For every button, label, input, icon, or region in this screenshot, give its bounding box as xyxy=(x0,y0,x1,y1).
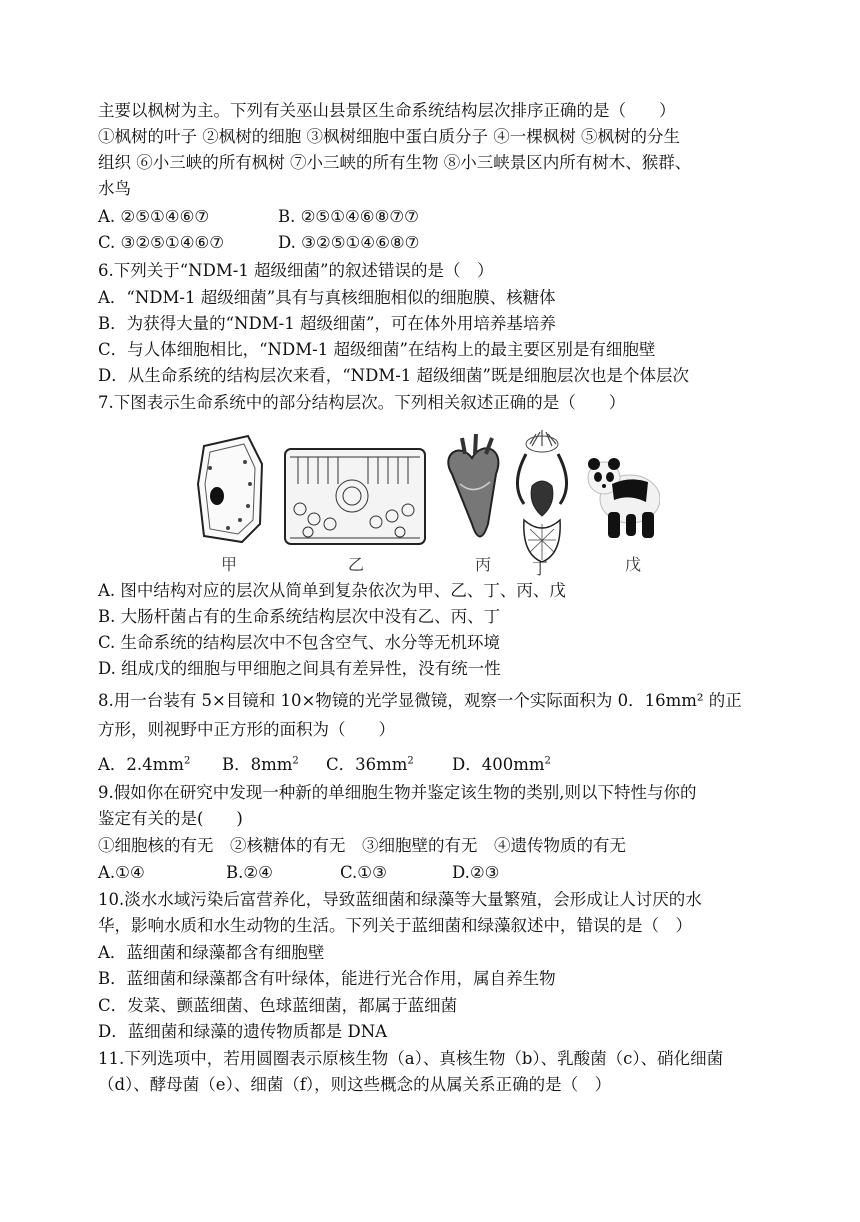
leaf-tissue-illustration xyxy=(285,449,425,544)
q9-option-d[interactable]: D.②③ xyxy=(452,863,500,882)
heart-illustration xyxy=(448,434,498,537)
q6-stem: 6.下列关于“NDM-1 超级细菌”的叙述错误的是（ ） xyxy=(98,261,494,280)
q10-option-a[interactable]: A．蓝细菌和绿藻都含有细胞壁 xyxy=(98,943,325,962)
q7-option-b[interactable]: B. 大肠杆菌占有的生命系统结构层次中没有乙、丙、丁 xyxy=(98,607,501,626)
q8-option-b[interactable]: B．$8mm^2$ xyxy=(222,755,299,774)
q10-option-d[interactable]: D．蓝细菌和绿藻的遗传物质都是 DNA xyxy=(98,1022,388,1041)
q7-option-c[interactable]: C. 生命系统的结构层次中不包含空气、水分等无机环境 xyxy=(98,633,501,652)
q5-items-line1: ①枫树的叶子 ②枫树的细胞 ③枫树细胞中蛋白质分子 ④一棵枫树 ⑤枫树的分生 xyxy=(98,127,680,146)
q8-stem-line1: 8.用一台装有 5×目镜和 10×物镜的光学显微镜，观察一个实际面积为 0．16mm² 的正 xyxy=(98,691,742,710)
q7-figure-drawing xyxy=(190,424,660,579)
q11-stem-line2: （d）、酵母菌（e）、细菌（f），则这些概念的从属关系正确的是（ ） xyxy=(98,1075,612,1094)
figure-label-wu: 戊 xyxy=(625,555,642,574)
q8-options xyxy=(98,754,551,776)
plant-cell-illustration xyxy=(198,436,262,542)
q7-figure xyxy=(190,424,660,579)
q7-option-d[interactable]: D. 组成戊的细胞与甲细胞之间具有差异性，没有统一性 xyxy=(98,659,501,678)
q5-items-line3: 水鸟 xyxy=(98,179,131,198)
q6-option-b[interactable]: B．为获得大量的“NDM-1 超级细菌”，可在体外用培养基培养 xyxy=(98,314,556,333)
q6-option-c[interactable]: C．与人体细胞相比，“NDM-1 超级细菌”在结构上的最主要区别是有细胞壁 xyxy=(98,340,656,359)
q8-stem-line2: 方形，则视野中正方形的面积为（ ） xyxy=(98,720,395,739)
figure-label-yi: 乙 xyxy=(348,555,365,574)
q7-stem: 7.下图表示生命系统中的部分结构层次。下列相关叙述正确的是（ ） xyxy=(98,393,626,412)
q9-stem-line2: 鉴定有关的是( ) xyxy=(98,809,243,828)
panda-illustration xyxy=(588,458,660,538)
q9-stem-line1: 9.假如你在研究中发现一种新的单细胞生物并鉴定该生物的类别,则以下特性与你的 xyxy=(98,783,697,802)
figure-label-bing: 丙 xyxy=(475,555,492,574)
q9-option-c[interactable]: C.①③ xyxy=(340,863,387,882)
figure-label-ding: 丁 xyxy=(532,559,549,578)
q5-option-d[interactable]: D. ③②⑤①④⑥⑧⑦ xyxy=(278,233,420,252)
q5-stem: 主要以枫树为主。下列有关巫山县景区生命系统结构层次排序正确的是（ ） xyxy=(98,101,676,120)
q5-option-a[interactable]: A. ②⑤①④⑥⑦ xyxy=(98,207,210,226)
circulatory-system-illustration xyxy=(517,430,566,562)
q5-option-b[interactable]: B. ②⑤①④⑥⑧⑦⑦ xyxy=(278,207,419,226)
q10-option-c[interactable]: C．发菜、颤蓝细菌、色球蓝细菌，都属于蓝细菌 xyxy=(98,996,458,1015)
q6-option-d[interactable]: D．从生命系统的结构层次来看，“NDM-1 超级细菌”既是细胞层次也是个体层次 xyxy=(98,366,689,385)
q11-stem-line1: 11.下列选项中，若用圆圈表示原核生物（a）、真核生物（b）、乳酸菌（c）、硝化细菌 xyxy=(98,1049,724,1068)
q9-items: ①细胞核的有无 ②核糖体的有无 ③细胞壁的有无 ④遗传物质的有无 xyxy=(98,836,626,855)
q8-option-a[interactable]: A．$2.4mm^2$ xyxy=(98,755,191,774)
q9-option-a[interactable]: A.①④ xyxy=(98,863,145,882)
q8-option-c[interactable]: C．$36mm^2$ xyxy=(326,755,414,774)
q5-options-row2 xyxy=(98,232,419,254)
q5-options-row1 xyxy=(98,206,419,228)
q6-option-a[interactable]: A．“NDM-1 超级细菌”具有与真核细胞相似的细胞膜、核糖体 xyxy=(98,288,556,307)
q10-stem-line2: 华，影响水质和水生动物的生活。下列关于蓝细菌和绿藻叙述中，错误的是（ ） xyxy=(98,916,692,935)
q9-option-b[interactable]: B.②④ xyxy=(226,863,273,882)
q5-items-line2: 组织 ⑥小三峡的所有枫树 ⑦小三峡的所有生物 ⑧小三峡景区内所有树木、猴群、 xyxy=(98,153,692,172)
q10-stem-line1: 10.淡水水域污染后富营养化，导致蓝细菌和绿藻等大量繁殖，会形成让人讨厌的水 xyxy=(98,890,702,909)
q10-option-b[interactable]: B．蓝细菌和绿藻都含有叶绿体，能进行光合作用，属自养生物 xyxy=(98,969,556,988)
q9-options xyxy=(98,862,499,884)
q5-option-c[interactable]: C. ③②⑤①④⑥⑦ xyxy=(98,233,225,252)
q8-option-d[interactable]: D．$400mm^2$ xyxy=(452,755,551,774)
q7-option-a[interactable]: A. 图中结构对应的层次从简单到复杂依次为甲、乙、丁、丙、戊 xyxy=(98,581,566,600)
figure-label-jia: 甲 xyxy=(221,555,238,574)
